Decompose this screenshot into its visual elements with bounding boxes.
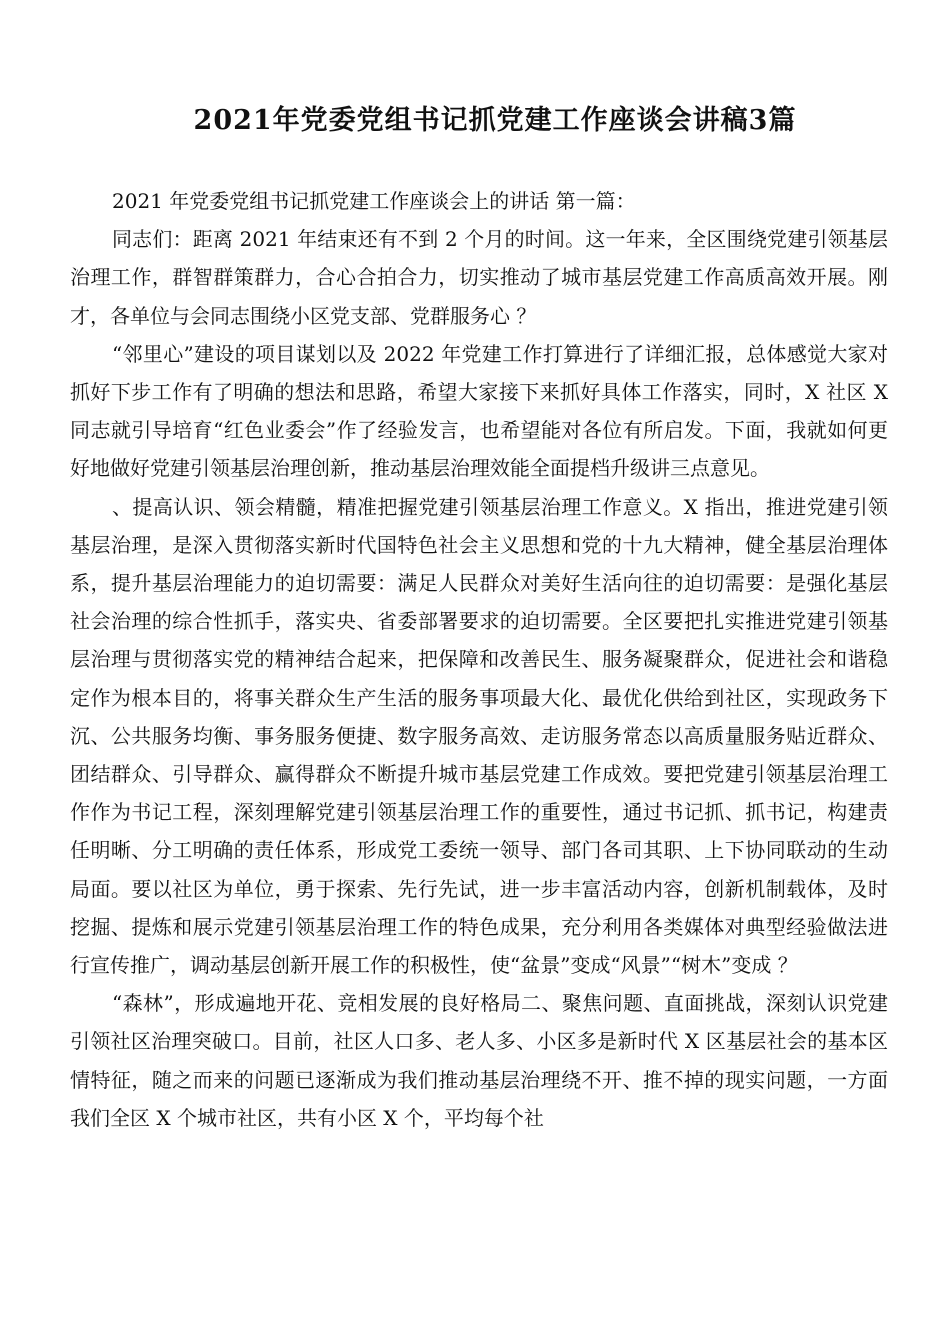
document-title: 2021年党委党组书记抓党建工作座谈会讲稿3篇 [193,105,797,136]
paragraph: “邻里心”建设的项目谋划以及 2022 年党建工作打算进行了详细汇报，总体感觉大家对抓好下步工作有了明确的想法和思路，希望大家接下来抓好具体工作落实，同时，X 社区 X 同志就引导培育“红色业委会”作了经验发言，也希望能对各位有所启发。下面，我就如何更好地做好党建引领基层治理创新，推动基层治理效能全面提档升级讲三点意见。 [70,341,888,481]
paragraph: 同志们：距离 2021 年结束还有不到 2 个月的时间。这一年来，全区围绕党建引领基层治理工作，群智群策群力，合心合拍合力，切实推动了城市基层党建工作高质高效开展。刚才，各单位与会同志围绕小区党支部、党群服务心 ？ [70,227,888,328]
paragraph: 、提高认识、领会精髓，精准把握党建引领基层治理工作意义。X 指出，推进党建引领基层治理，是深入贯彻落实新时代国特色社会主义思想和党的十九大精神，健全基层治理体系，提升基层治理能力的迫切需要：满足人民群众对美好生活向往的迫切需要：是强化基层社会治理的综合性抓手，落实央、省委部署要求的迫切需要。全区要把扎实推进党建引领基层治理与贯彻落实党的精神结合起来，把保障和改善民生、服务凝聚群众，促进社会和谐稳定作为根本目的，将事关群众生产生活的服务事项最大化、最优化供给到社区，实现政务下沉、公共服务均衡、事务服务便捷、数字服务高效、走访服务常态以高质量服务贴近群众、团结群众、引导群众、赢得群众不断提升城市基层党建工作成效。要把党建引领基层治理工作作为书记工程，深刻理解党建引领基层治理工作的重要性，通过书记抓、抓书记，构建责任明晰、分工明确的责任体系，形成党工委统一领导、部门各司其职、上下协同联动的生动局面。要以社区为单位，勇于探索、先行先试，进一步丰富活动内容，创新机制载体，及时挖掘、提炼和展示党建引领基层治理工作的特色成果，充分利用各类媒体对典型经验做法进行宣传推广，调动基层创新开展工作的积极性，使“盆景”变成“风景”“树木”变成 ？ [70,494,888,978]
paragraph-heading: 2021 年党委党组书记抓党建工作座谈会上的讲话 第一篇： [112,189,636,213]
paragraph: “森林”，形成遍地开花、竞相发展的良好格局二、聚焦问题、直面挑战，深刻认识党建引领社区治理突破口。目前，社区人口多、老人多、小区多是新时代 X 区基层社会的基本区情特征，随之而来的问题已逐渐成为我们推动基层治理绕不开、推不掉的现实问题，一方面我们全区 X 个城市社区，共有小区 X 个，平均每个社 [70,991,888,1130]
document-body [70,182,888,1137]
